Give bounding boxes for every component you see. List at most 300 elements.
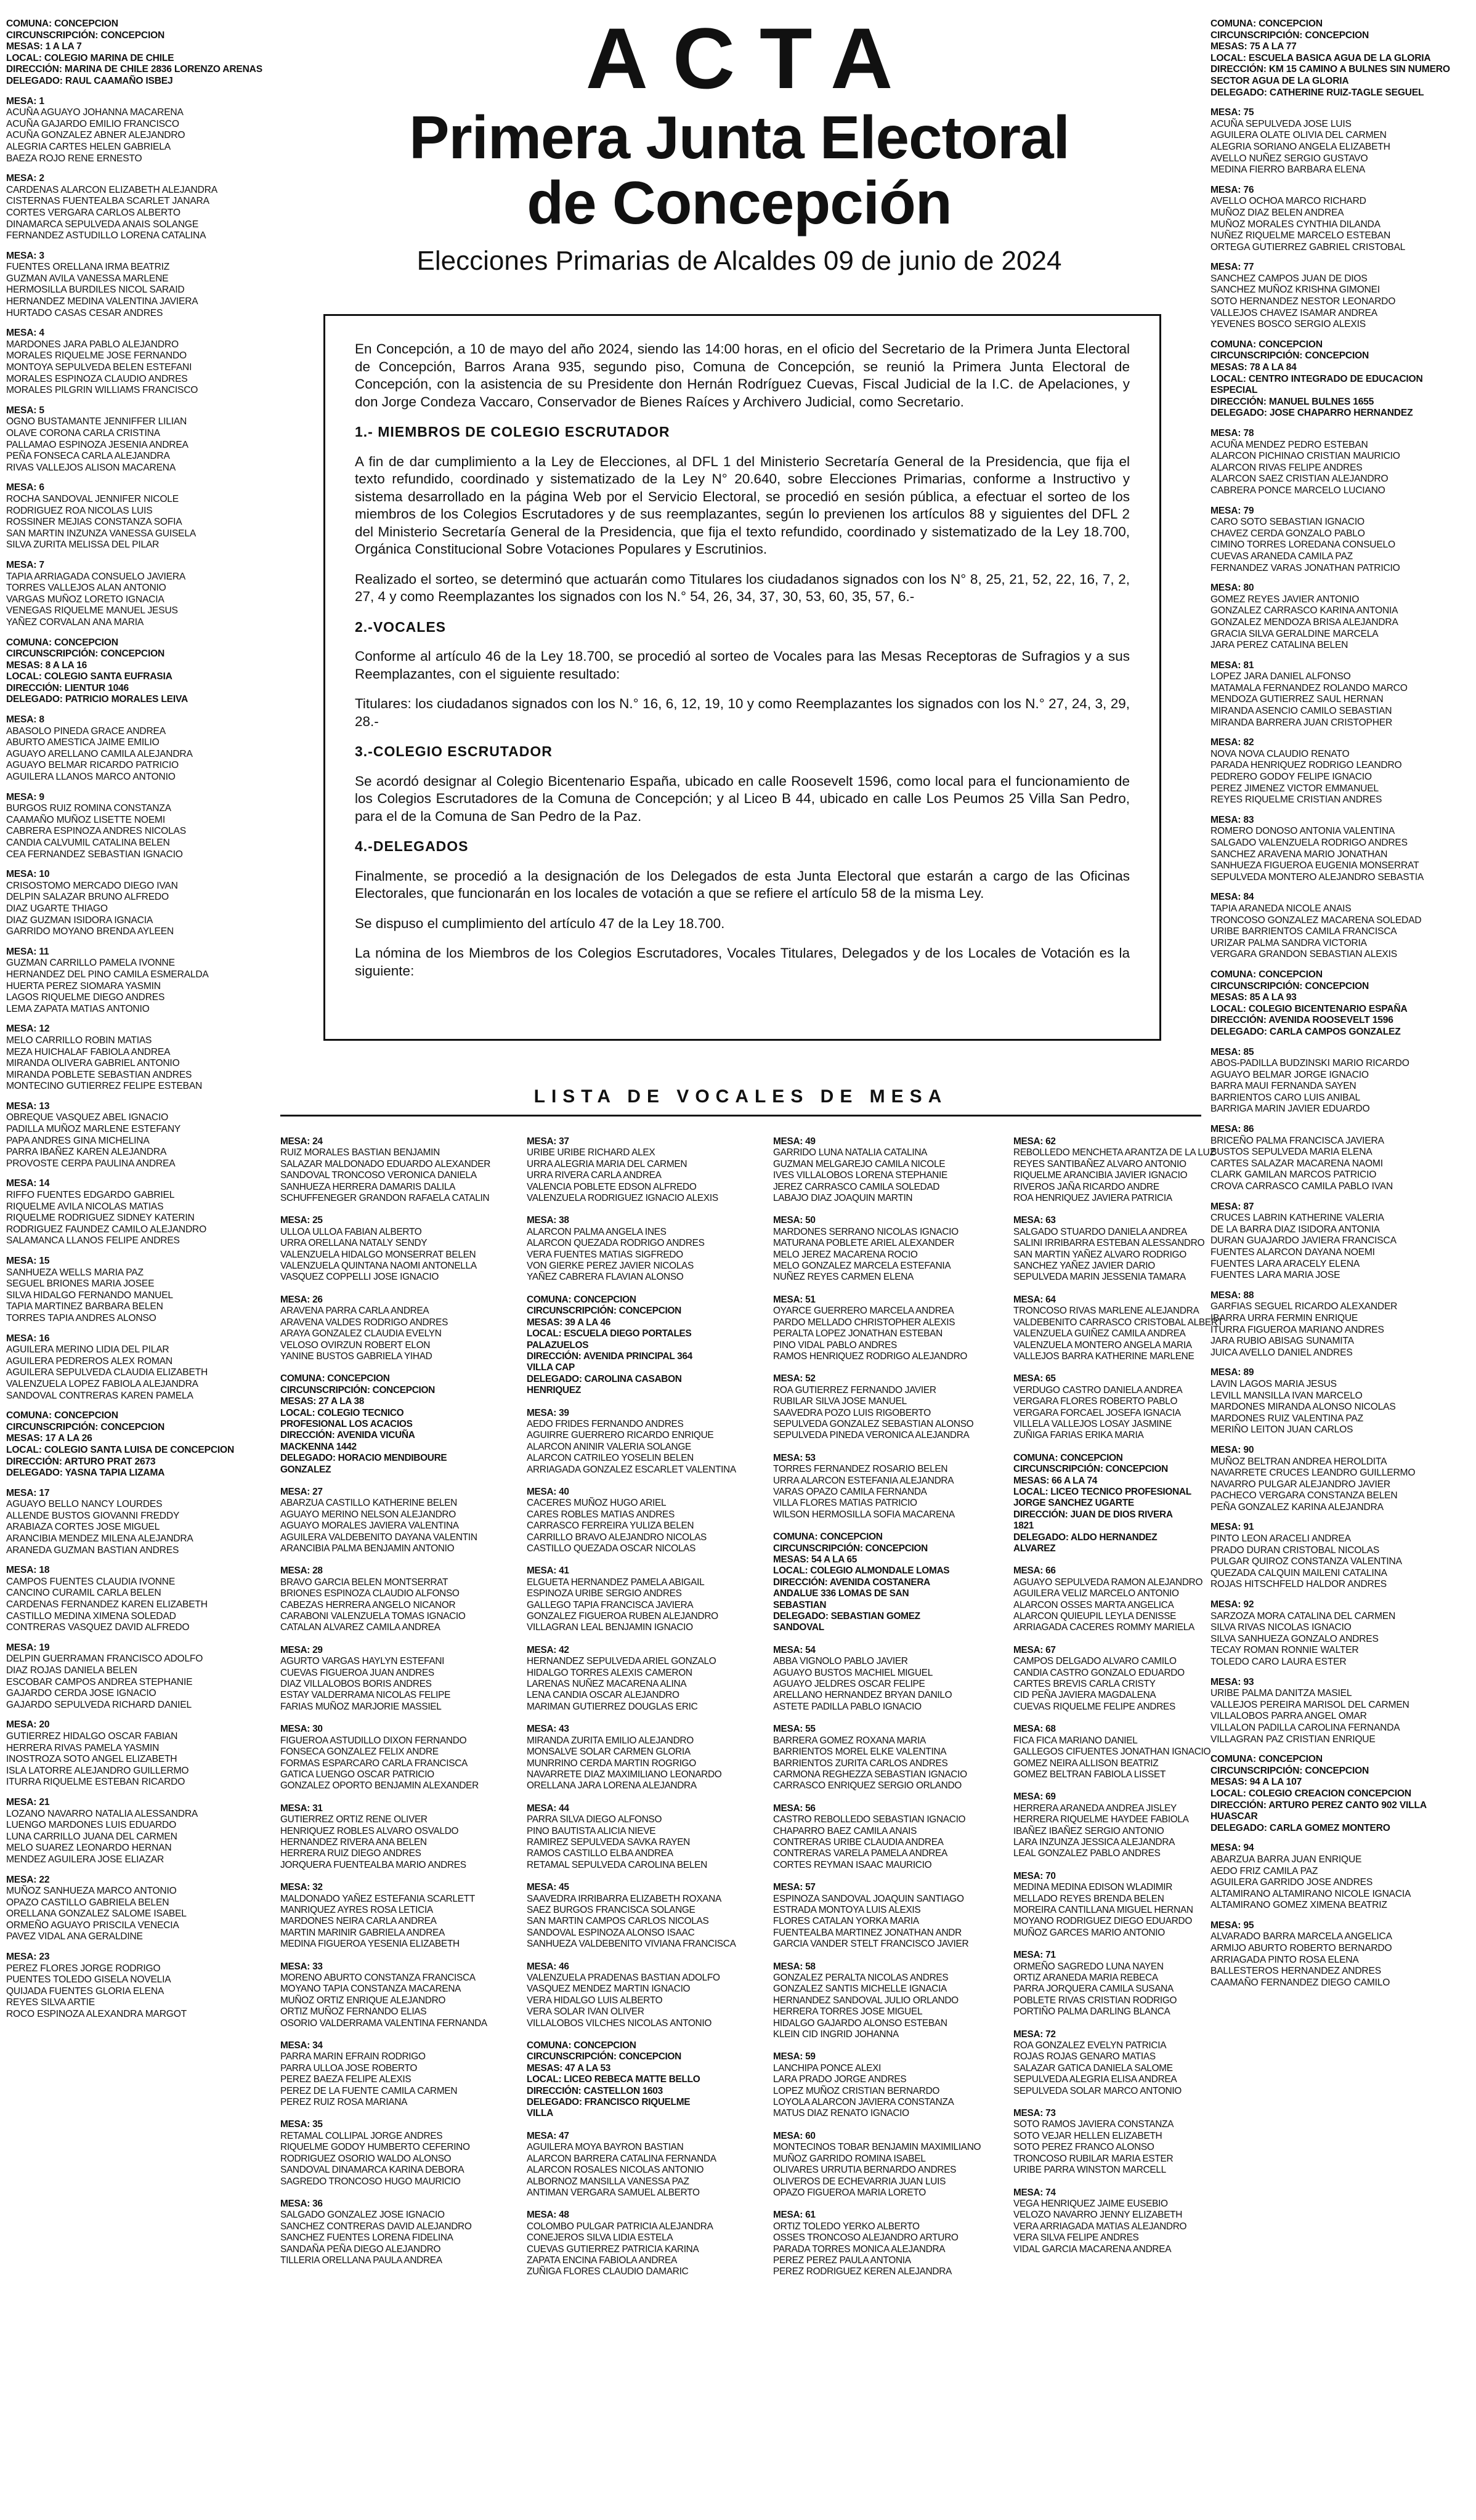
- vocales-column: [527, 1136, 736, 2510]
- vocal-name: GARRIDO MOYANO BRENDA AYLEEN: [6, 926, 174, 937]
- vocal-name: CIMINO TORRES LOREDANA CONSUELO: [1210, 539, 1395, 551]
- mesa-block: [1013, 1871, 1192, 1939]
- vocal-name: ESPINOZA SANDOVAL JOAQUIN SANTIAGO: [773, 1893, 964, 1904]
- local-line: DELEGADO: FRANCISCO RIQUELME VILLA: [527, 2097, 691, 2119]
- local-block: [1210, 339, 1469, 419]
- mesa-title: MESA: 88: [1210, 1290, 1254, 1301]
- vocal-name: MENDOZA GUTIERREZ SAUL HERNAN: [1210, 694, 1384, 705]
- vocal-name: PAVEZ VIDAL ANA GERALDINE: [6, 1931, 143, 1942]
- mesa-block: [280, 1724, 479, 1791]
- vocal-name: MOYANO RODRIGUEZ DIEGO EDUARDO: [1013, 1916, 1192, 1927]
- vocal-name: CUEVAS GUTIERREZ PATRICIA KARINA: [527, 2243, 699, 2255]
- mesa-title: MESA: 36: [280, 2198, 323, 2209]
- vocal-name: MATURANA POBLETE ARIEL ALEXANDER: [773, 1238, 955, 1249]
- vocal-name: SANCHEZ CAMPOS JUAN DE DIOS: [1210, 273, 1368, 284]
- mesa-block: [773, 1961, 959, 2041]
- vocal-name: BARRIENTOS MOREL ELKE VALENTINA: [773, 1747, 947, 1758]
- vocal-name: VERDUGO CASTRO DANIELA ANDREA: [1013, 1384, 1183, 1395]
- mesa-block: [6, 1488, 271, 1557]
- vocal-name: HERNANDEZ SANDOVAL JULIO ORLANDO: [773, 1995, 959, 2006]
- local-line: MESAS: 39 A LA 46: [527, 1317, 611, 1328]
- mesa-block: [280, 2040, 459, 2108]
- local-line: MESAS: 27 A LA 38: [280, 1396, 365, 1407]
- vocal-name: ALARCON RIVAS FELIPE ANDRES: [1210, 462, 1363, 473]
- mesa-title: MESA: 2: [6, 173, 44, 184]
- mesa-block: [6, 251, 271, 320]
- mesa-title: MESA: 26: [280, 1294, 323, 1305]
- vocal-name: SANHUEZA WELLS MARIA PAZ: [6, 1267, 144, 1278]
- local-line: LOCAL: LICEO REBECA MATTE BELLO: [527, 2074, 700, 2085]
- mesa-block: [527, 1803, 705, 1871]
- vocal-name: ABBA VIGNOLO PABLO JAVIER: [773, 1656, 908, 1667]
- vocales-column: [280, 1136, 491, 2510]
- vocal-name: NOVA NOVA CLAUDIO RENATO: [1210, 748, 1350, 759]
- mesa-block: [1013, 2187, 1192, 2255]
- vocal-name: MATAMALA FERNANDEZ ROLANDO MARCO: [1210, 682, 1408, 693]
- vocal-name: ALARCON ANINIR VALERIA SOLANGE: [527, 1441, 691, 1452]
- mesa-title: MESA: 11: [6, 946, 49, 957]
- local-line: DIRECCIÓN: ARTURO PEREZ CANTO 902 VILLA HUASCAR: [1210, 1799, 1427, 1822]
- vocal-name: PEREZ PEREZ PAULA ANTONIA: [773, 2255, 911, 2266]
- vocal-name: GUZMAN MELGAREJO CAMILA NICOLE: [773, 1158, 946, 1169]
- mesa-block: [280, 1803, 466, 1871]
- vocal-name: RIFFO FUENTES EDGARDO GABRIEL: [6, 1190, 175, 1201]
- vocal-name: CORTES REYMAN ISAAC MAURICIO: [773, 1859, 932, 1870]
- vocal-name: VARAS OPAZO CAMILA FERNANDA: [773, 1486, 927, 1497]
- vocal-name: SAAVEDRA IRRIBARRA ELIZABETH ROXANA: [527, 1893, 721, 1904]
- vocal-name: MEDINA MEDINA EDISON WLADIMIR: [1013, 1882, 1173, 1893]
- vocal-name: URRA RIVERA CARLA ANDREA: [527, 1170, 662, 1181]
- vocal-name: ACUÑA AGUAYO JOHANNA MACARENA: [6, 107, 184, 118]
- vocal-name: VALENZUELA PRADENAS BASTIAN ADOLFO: [527, 1973, 720, 1983]
- mesa-block: [1210, 262, 1469, 331]
- vocal-name: ALEGRIA CARTES HELEN GABRIELA: [6, 141, 171, 152]
- vocal-name: MOYANO TAPIA CONSTANZA MACARENA: [280, 1984, 461, 1995]
- vocal-name: SEPULVEDA GONZALEZ SEBASTIAN ALONSO: [773, 1418, 974, 1429]
- mesa-title: MESA: 72: [1013, 2029, 1056, 2040]
- mesa-title: MESA: 13: [6, 1100, 50, 1112]
- vocal-name: JARA PEREZ CATALINA BELEN: [1210, 640, 1348, 651]
- vocal-name: QUIJADA FUENTES GLORIA ELENA: [6, 1985, 164, 1997]
- vocal-name: WILSON HERMOSILLA SOFIA MACARENA: [773, 1509, 955, 1520]
- vocal-name: AGUAYO ARELLANO CAMILA ALEJANDRA: [6, 748, 193, 759]
- mesa-title: MESA: 62: [1013, 1136, 1056, 1147]
- vocal-name: ORELLANA JARA LORENA ALEJANDRA: [527, 1780, 697, 1791]
- vocal-name: VILLALOBOS VILCHES NICOLAS ANTONIO: [527, 2017, 712, 2029]
- vocal-name: ACUÑA SEPULVEDA JOSE LUIS: [1210, 118, 1352, 129]
- mesa-block: [773, 1373, 974, 1441]
- local-line: LOCAL: COLEGIO TECNICO PROFESIONAL LOS ACACIOS: [280, 1407, 413, 1429]
- vocal-name: JARA RUBIO ABISAG SUNAMITA: [1210, 1336, 1354, 1347]
- local-line: MESAS: 1 A LA 7: [6, 41, 82, 52]
- vocal-name: VERA FUENTES MATIAS SIGFREDO: [527, 1249, 683, 1260]
- vocales-column: [773, 1136, 981, 2510]
- mesa-block: [1013, 1950, 1192, 2017]
- vocal-name: URRA ALARCON ESTEFANIA ALEJANDRA: [773, 1475, 954, 1486]
- vocal-name: MELO GONZALEZ MARCELA ESTEFANIA: [773, 1261, 951, 1272]
- vocal-name: RIVAS VALLEJOS ALISON MACARENA: [6, 462, 176, 473]
- vocal-name: IBARRA URRA FERMIN ENRIQUE: [1210, 1312, 1358, 1323]
- vocal-name: MARDONES RUIZ VALENTINA PAZ: [1210, 1413, 1363, 1424]
- vocal-name: OGNO BUSTAMANTE JENNIFFER LILIAN: [6, 416, 187, 427]
- vocal-name: AGUAYO BELMAR RICARDO PATRICIO: [6, 760, 179, 771]
- mesa-block: [527, 1724, 722, 1791]
- vocal-name: YEVENES BOSCO SERGIO ALEXIS: [1210, 319, 1366, 330]
- mesa-block: [1210, 737, 1469, 806]
- vocal-name: MIRANDA POBLETE SEBASTIAN ANDRES: [6, 1069, 192, 1080]
- vocal-name: PEÑA GONZALEZ KARINA ALEJANDRA: [1210, 1501, 1384, 1512]
- vocal-name: RIQUELME GODOY HUMBERTO CEFERINO: [280, 2142, 470, 2153]
- vocal-name: OSSES TRONCOSO ALEJANDRO ARTURO: [773, 2232, 959, 2243]
- vocal-name: CARES ROBLES MATIAS ANDRES: [527, 1509, 675, 1520]
- vocal-name: VALENZUELA HIDALGO MONSERRAT BELEN: [280, 1249, 476, 1260]
- mesa-title: MESA: 15: [6, 1256, 50, 1266]
- vocal-name: ABARZUA BARRA JUAN ENRIQUE: [1210, 1854, 1362, 1865]
- local-line: DIRECCIÓN: AVENIDA COSTANERA ANDALUE 336 LOMAS DE SAN SEBASTIAN: [773, 1577, 930, 1610]
- mesa-block: [6, 1256, 271, 1325]
- vocal-name: CACERES MUÑOZ HUGO ARIEL: [527, 1498, 667, 1509]
- vocal-name: YANINE BUSTOS GABRIELA YIHAD: [280, 1351, 432, 1362]
- vocal-name: DIAZ ROJAS DANIELA BELEN: [6, 1665, 137, 1676]
- vocal-name: AGUILERA PEDREROS ALEX ROMAN: [6, 1355, 172, 1367]
- mesa-block: [773, 1294, 968, 1362]
- vocal-name: MIRANDA ASENCIO CAMILO SEBASTIAN: [1210, 706, 1392, 717]
- mesa-title: MESA: 35: [280, 2119, 323, 2130]
- vocal-name: SALAZAR MALDONADO EDUARDO ALEXANDER: [280, 1158, 491, 1169]
- mesa-block: [6, 482, 271, 551]
- mesa-title: MESA: 92: [1210, 1599, 1254, 1610]
- vocal-name: MARDONES MIRANDA ALONSO NICOLAS: [1210, 1402, 1396, 1413]
- vocal-name: MARIMAN GUTIERREZ DOUGLAS ERIC: [527, 1701, 698, 1712]
- vocal-name: ALBORNOZ MANSILLA VANESSA PAZ: [527, 2176, 689, 2187]
- vocal-name: ROCHA SANDOVAL JENNIFER NICOLE: [6, 493, 179, 504]
- local-line: LOCAL: COLEGIO SANTA LUISA DE CONCEPCION: [6, 1444, 235, 1455]
- vocal-name: GUTIERREZ HIDALGO OSCAR FABIAN: [6, 1730, 178, 1742]
- vocal-name: VASQUEZ MENDEZ MARTIN IGNACIO: [527, 1984, 691, 1995]
- vocal-name: ARAVENA PARRA CARLA ANDREA: [280, 1306, 429, 1317]
- vocal-name: LENA CANDIA OSCAR ALEJANDRO: [527, 1690, 679, 1701]
- mesa-title: MESA: 56: [773, 1803, 816, 1814]
- vocal-name: BARRA MAUI FERNANDA SAYEN: [1210, 1081, 1356, 1092]
- vocal-name: FUENTES LARA MARIA JOSE: [1210, 1270, 1340, 1281]
- vocal-name: GAJARDO CERDA JOSE IGNACIO: [6, 1688, 156, 1699]
- local-line: CIRCUNSCRIPCIÓN: CONCEPCION: [773, 1543, 928, 1554]
- vocal-name: BAEZA ROJO RENE ERNESTO: [6, 153, 142, 164]
- vocal-name: FUENTES ALARCON DAYANA NOEMI: [1210, 1247, 1375, 1258]
- local-line: CIRCUNSCRIPCIÓN: CONCEPCION: [280, 1384, 435, 1395]
- mesa-block: [6, 1101, 271, 1170]
- vocal-name: SEPULVEDA ALEGRIA ELISA ANDREA: [1013, 2074, 1177, 2085]
- vocal-name: HUERTA PEREZ SIOMARA YASMIN: [6, 980, 161, 991]
- vocal-name: VERA SILVA FELIPE ANDRES: [1013, 2232, 1139, 2243]
- mesa-block: [1013, 1373, 1192, 1441]
- local-line: DELEGADO: SEBASTIAN GOMEZ SANDOVAL: [773, 1611, 920, 1633]
- vocal-name: LEAL GONZALEZ PABLO ANDRES: [1013, 1848, 1161, 1859]
- vocal-name: MORALES PILGRIN WILLIAMS FRANCISCO: [6, 385, 198, 396]
- mesa-title: MESA: 89: [1210, 1367, 1254, 1378]
- local-line: CIRCUNSCRIPCIÓN: CONCEPCION: [1210, 980, 1369, 991]
- vocal-name: ACUÑA MENDEZ PEDRO ESTEBAN: [1210, 439, 1368, 450]
- vocal-name: HERRERA RIVAS PAMELA YASMIN: [6, 1742, 160, 1753]
- mesa-title: MESA: 80: [1210, 583, 1254, 594]
- mesa-block: [527, 1407, 736, 1476]
- mesa-title: MESA: 45: [527, 1882, 569, 1893]
- vocal-name: AGUAYO JELDRES OSCAR FELIPE: [773, 1679, 925, 1690]
- vocal-name: CRUCES LABRIN KATHERINE VALERIA: [1210, 1213, 1384, 1224]
- mesa-block: [6, 1333, 271, 1402]
- mesa-block: [280, 1486, 477, 1554]
- vocal-name: FERNANDEZ VARAS JONATHAN PATRICIO: [1210, 562, 1400, 573]
- vocal-name: AVELLO NUÑEZ SERGIO GUSTAVO: [1210, 153, 1368, 164]
- vocal-name: SAN MARTIN CAMPOS CARLOS NICOLAS: [527, 1916, 709, 1927]
- election-subtitle: Elecciones Primarias de Alcaldes 09 de junio de 2024: [416, 246, 1062, 276]
- vocal-name: SOTO PEREZ FRANCO ALONSO: [1013, 2142, 1154, 2153]
- vocal-name: VALENZUELA GUIÑEZ CAMILA ANDREA: [1013, 1328, 1186, 1339]
- vocal-name: CABRERA PONCE MARCELO LUCIANO: [1210, 485, 1385, 496]
- mesa-block: [6, 1797, 271, 1866]
- vocal-name: AGUAYO BUSTOS MACHIEL MIGUEL: [773, 1667, 933, 1678]
- vocal-name: SAN MARTIN INZUNZA VANESSA GUISELA: [6, 528, 197, 539]
- header: [283, 12, 1195, 278]
- vocal-name: KLEIN CID INGRID JOHANNA: [773, 2029, 899, 2040]
- local-line: COMUNA: CONCEPCION: [1210, 339, 1323, 350]
- vocal-name: SILVA ZURITA MELISSA DEL PILAR: [6, 539, 160, 551]
- vocal-name: RAMIREZ SEPULVEDA SAVKA RAYEN: [527, 1836, 690, 1848]
- vocal-name: CABRERA ESPINOZA ANDRES NICOLAS: [6, 826, 186, 837]
- vocal-name: PARDO MELLADO CHRISTOPHER ALEXIS: [773, 1317, 955, 1328]
- local-line: LOCAL: LICEO TECNICO PROFESIONAL JORGE SANCHEZ UGARTE: [1013, 1486, 1191, 1509]
- vocales-grid: [280, 1136, 1223, 2510]
- vocal-name: GUZMAN AVILA VANESSA MARLENE: [6, 273, 169, 284]
- vocal-name: RODRIGUEZ OSORIO WALDO ALONSO: [280, 2153, 452, 2164]
- mesa-block: [1210, 1290, 1469, 1359]
- vocal-name: LABAJO DIAZ JOAQUIN MARTIN: [773, 1193, 913, 1204]
- vocal-name: SEPULVEDA PINEDA VERONICA ALEJANDRA: [773, 1430, 970, 1441]
- local-block: [1210, 1754, 1469, 1834]
- mesa-block: [773, 1724, 967, 1791]
- mesa-title: MESA: 55: [773, 1724, 816, 1735]
- vocal-name: ALTAMIRANO ALTAMIRANO NICOLE IGNACIA: [1210, 1888, 1411, 1899]
- vocal-name: SALGADO VALENZUELA RODRIGO ANDRES: [1210, 838, 1408, 848]
- vocal-name: ELGUETA HERNANDEZ PAMELA ABIGAIL: [527, 1577, 705, 1588]
- mesa-title: MESA: 10: [6, 869, 50, 880]
- vocal-name: VALDEBENITO CARRASCO CRISTOBAL ALBERT: [1013, 1317, 1223, 1328]
- vocal-name: AGUIRRE GUERRERO RICARDO ENRIQUE: [527, 1430, 714, 1441]
- mesa-title: MESA: 41: [527, 1565, 569, 1577]
- vocal-name: BURGOS RUIZ ROMINA CONSTANZA: [6, 803, 171, 814]
- vocal-name: SALGADO STUARDO DANIELA ANDREA: [1013, 1226, 1187, 1237]
- mesa-block: [773, 2051, 952, 2119]
- mesa-block: [1210, 1920, 1469, 1989]
- vocal-name: LUNA CARRILLO JUANA DEL CARMEN: [6, 1831, 177, 1842]
- vocal-name: FICA FICA MARIANO DANIEL: [1013, 1735, 1138, 1746]
- local-line: DIRECCIÓN: MANUEL BULNES 1655: [1210, 396, 1374, 407]
- mesa-title: MESA: 40: [527, 1486, 569, 1497]
- mesa-title: MESA: 12: [6, 1024, 50, 1035]
- vocal-name: ORTIZ MUÑOZ FERNANDO ELIAS: [280, 2006, 427, 2017]
- vocal-name: ROJAS HITSCHFELD HALDOR ANDRES: [1210, 1579, 1387, 1590]
- vocal-name: FUENTES LARA ARACELY ELENA: [1210, 1258, 1360, 1269]
- vocal-name: RODRIGUEZ FAUNDEZ CAMILO ALEJANDRO: [6, 1224, 207, 1235]
- vocal-name: FUENTES ORELLANA IRMA BEATRIZ: [6, 262, 170, 273]
- mesa-block: [1210, 1445, 1469, 1514]
- vocal-name: GARFIAS SEGUEL RICARDO ALEXANDER: [1210, 1301, 1398, 1312]
- vocal-name: NAVARRO PULGAR ALEJANDRO JAVIER: [1210, 1479, 1390, 1490]
- vocal-name: GONZALEZ FIGUEROA RUBEN ALEJANDRO: [527, 1611, 718, 1622]
- mesa-title: MESA: 67: [1013, 1644, 1056, 1655]
- vocal-name: AEDO FRIZ CAMILA PAZ: [1210, 1865, 1318, 1876]
- vocal-name: REYES SILVA ARTIE: [6, 1997, 95, 2008]
- vocal-name: IBAÑEZ IBAÑEZ SERGIO ANTONIO: [1013, 1825, 1164, 1836]
- vocal-name: SANDOVAL DINAMARCA KARINA DEBORA: [280, 2165, 464, 2176]
- local-line: DIRECCIÓN: AVENIDA VICUÑA MACKENNA 1442: [280, 1430, 415, 1452]
- vocal-name: NAVARRETE DIAZ MAXIMILIANO LEONARDO: [527, 1769, 722, 1780]
- vocal-name: MUÑOZ BELTRAN ANDREA HEROLDITA: [1210, 1456, 1387, 1467]
- vocal-name: ISLA LATORRE ALEJANDRO GUILLERMO: [6, 1765, 189, 1776]
- vocal-name: MANRIQUEZ AYRES ROSA LETICIA: [280, 1904, 433, 1915]
- vocal-name: BARRIENTOS CARO LUIS ANIBAL: [1210, 1092, 1361, 1103]
- mesa-block: [527, 1215, 705, 1283]
- vocal-name: PEREZ DE LA FUENTE CAMILA CARMEN: [280, 2085, 458, 2096]
- vocal-name: BUSTOS SEPULVEDA MARIA ELENA: [1210, 1147, 1373, 1158]
- vocal-name: CARTES SALAZAR MACARENA NAOMI: [1210, 1158, 1383, 1169]
- vocal-name: HERNANDEZ RIVERA ANA BELEN: [280, 1836, 427, 1848]
- vocal-name: VILLAGRAN LEAL BENJAMIN IGNACIO: [527, 1622, 693, 1633]
- vocal-name: ORTIZ ARANEDA MARIA REBECA: [1013, 1973, 1158, 1983]
- mesa-block: [1210, 1522, 1469, 1591]
- vocal-name: DIAZ VILLALOBOS BORIS ANDRES: [280, 1679, 432, 1690]
- mesa-title: MESA: 66: [1013, 1565, 1056, 1577]
- vocal-name: CATALAN ALVAREZ CAMILA ANDREA: [280, 1622, 440, 1633]
- mesa-title: MESA: 54: [773, 1644, 816, 1655]
- mesa-title: MESA: 28: [280, 1565, 323, 1577]
- mesa-title: MESA: 84: [1210, 892, 1254, 903]
- vocal-name: SANDOVAL CONTRERAS KAREN PAMELA: [6, 1390, 193, 1401]
- vocal-name: GALLEGOS CIFUENTES JONATHAN IGNACIO: [1013, 1747, 1211, 1758]
- vocal-name: VELOSO OVIRZUN ROBERT ELON: [280, 1339, 431, 1351]
- vocal-name: VELOZO NAVARRO JENNY ELIZABETH: [1013, 2210, 1183, 2221]
- local-line: MESAS: 66 A LA 74: [1013, 1475, 1098, 1486]
- vocal-name: HERNANDEZ DEL PINO CAMILA ESMERALDA: [6, 969, 209, 980]
- vocal-name: TRONCOSO RIVAS MARLENE ALEJANDRA: [1013, 1306, 1199, 1317]
- vocal-name: MONTECINO GUTIERREZ FELIPE ESTEBAN: [6, 1081, 203, 1092]
- vocal-name: MARDONES NEIRA CARLA ANDREA: [280, 1916, 437, 1927]
- vocal-name: TRONCOSO GONZALEZ MACARENA SOLEDAD: [1210, 915, 1422, 926]
- mesa-block: [773, 2130, 981, 2199]
- vocal-name: ALARCON CATRILEO YOSELIN BELEN: [527, 1453, 694, 1464]
- vocal-name: DIAZ GUZMAN ISIDORA IGNACIA: [6, 915, 153, 926]
- vocal-name: VEGA HENRIQUEZ JAIME EUSEBIO: [1013, 2198, 1168, 2209]
- vocal-name: ALARCON SAEZ CRISTIAN ALEJANDRO: [1210, 474, 1389, 485]
- vocal-name: BRICEÑO PALMA FRANCISCA JAVIERA: [1210, 1135, 1384, 1146]
- vocal-name: CAAMAÑO FERNANDEZ DIEGO CAMILO: [1210, 1977, 1390, 1988]
- vocal-name: VALENZUELA RODRIGUEZ IGNACIO ALEXIS: [527, 1193, 718, 1204]
- mesa-block: [527, 1961, 720, 2029]
- vocal-name: ARAVENA VALDES RODRIGO ANDRES: [280, 1317, 448, 1328]
- vocal-name: ESTRADA MONTOYA LUIS ALEXIS: [773, 1904, 921, 1915]
- mesa-block: [6, 1642, 271, 1711]
- local-line: CIRCUNSCRIPCIÓN: CONCEPCION: [6, 648, 165, 660]
- vocal-name: CARABONI VALENZUELA TOMAS IGNACIO: [280, 1611, 466, 1622]
- vocal-name: ULLOA ULLOA FABIAN ALBERTO: [280, 1226, 422, 1237]
- vocal-name: MONTECINOS TOBAR BENJAMIN MAXIMILIANO: [773, 2142, 981, 2153]
- local-line: MESAS: 75 A LA 77: [1210, 41, 1297, 52]
- vocal-name: MUÑOZ GARCES MARIO ANTONIO: [1013, 1927, 1165, 1938]
- vocal-name: HURTADO CASAS CESAR ANDRES: [6, 307, 163, 318]
- vocal-name: ESCOBAR CAMPOS ANDREA STEPHANIE: [6, 1676, 193, 1687]
- vocal-name: ROCO ESPINOZA ALEXANDRA MARGOT: [6, 2009, 187, 2020]
- vocal-name: PINO VIDAL PABLO ANDRES: [773, 1339, 897, 1351]
- vocal-name: TORRES VALLEJOS ALAN ANTONIO: [6, 583, 166, 594]
- lista-vocales-title: LISTA DE VOCALES DE MESA: [533, 1086, 948, 1107]
- mesa-block: [6, 792, 271, 861]
- mesa-title: MESA: 78: [1210, 428, 1254, 438]
- vocal-name: VERGARA FLORES ROBERTO PABLO: [1013, 1396, 1178, 1407]
- vocal-name: NUÑEZ REYES CARMEN ELENA: [773, 1272, 914, 1283]
- vocal-name: CARDENAS FERNANDEZ KAREN ELIZABETH: [6, 1599, 208, 1610]
- local-line: CIRCUNSCRIPCIÓN: CONCEPCION: [1210, 30, 1369, 41]
- vocal-name: SANHUEZA VALDEBENITO VIVIANA FRANCISCA: [527, 1939, 736, 1950]
- colegio-paragraph: Se acordó designar al Colegio Bicentenario España, ubicado en calle Roosevelt 1596, como local para el funcionamiento de los Colegios Escrutadores de la Comuna de Concepción; y al Liceo B 44, ubicado en calle Los Peumos 25 Villa San Pedro, para el de la Comuna de San Pedro de la Paz.: [355, 773, 1130, 824]
- vocal-name: DELPIN GUERRAMAN FRANCISCO ADOLFO: [6, 1654, 203, 1665]
- vocal-name: ARRIAGADA PINTO ROSA ELENA: [1210, 1954, 1359, 1965]
- vocal-name: OYARCE GUERRERO MARCELA ANDREA: [773, 1306, 954, 1317]
- mesa-block: [280, 1565, 466, 1633]
- mesa-title: MESA: 18: [6, 1565, 50, 1576]
- vocal-name: TOLEDO CARO LAURA ESTER: [1210, 1657, 1347, 1667]
- vocal-name: OPAZO CASTILLO GABRIELA BELEN: [6, 1897, 169, 1908]
- vocal-name: RETAMAL COLLIPAL JORGE ANDRES: [280, 2130, 443, 2141]
- vocal-name: LOPEZ JARA DANIEL ALFONSO: [1210, 671, 1351, 682]
- mesa-title: MESA: 83: [1210, 814, 1254, 825]
- vocal-name: SANHUEZA HERRERA DAMARIS DALILA: [280, 1181, 456, 1192]
- mesa-title: MESA: 17: [6, 1487, 50, 1498]
- vocal-name: CARRILLO BRAVO ALEJANDRO NICOLAS: [527, 1532, 707, 1543]
- mesa-title: MESA: 9: [6, 791, 44, 802]
- vocal-name: RIQUELME ARANCIBIA JAVIER IGNACIO: [1013, 1170, 1188, 1181]
- mesa-title: MESA: 59: [773, 2051, 816, 2062]
- local-line: MESAS: 17 A LA 26: [6, 1433, 92, 1444]
- vocal-name: PARADA HENRIQUEZ RODRIGO LEANDRO: [1210, 760, 1402, 771]
- vocal-name: BRAVO GARCIA BELEN MONTSERRAT: [280, 1577, 448, 1588]
- vocal-name: PEREZ RODRIGUEZ KEREN ALEJANDRA: [773, 2266, 952, 2277]
- mesa-title: MESA: 57: [773, 1882, 816, 1893]
- vocal-name: RIVEROS JAÑA RICARDO ANDRE: [1013, 1181, 1159, 1192]
- vocal-name: CROVA CARRASCO CAMILA PABLO IVAN: [1210, 1181, 1393, 1192]
- vocal-name: PADILLA MUÑOZ MARLENE ESTEFANY: [6, 1124, 181, 1135]
- vocal-name: BRIONES ESPINOZA CLAUDIO ALFONSO: [280, 1588, 460, 1599]
- vocal-name: PARRA JORQUERA CAMILA SUSANA: [1013, 1984, 1174, 1995]
- mesa-title: MESA: 19: [6, 1642, 50, 1653]
- vocal-name: MELO SUAREZ LEONARDO HERNAN: [6, 1843, 172, 1854]
- vocal-name: ZUÑIGA FARIAS ERIKA MARIA: [1013, 1430, 1144, 1441]
- junta-title-line2: de Concepción: [527, 169, 952, 236]
- local-line: CIRCUNSCRIPCIÓN: CONCEPCION: [1210, 350, 1369, 361]
- local-line: DELEGADO: CARLA GOMEZ MONTERO: [1210, 1822, 1390, 1833]
- vocal-name: SANCHEZ FUENTES LORENA FIDELINA: [280, 2232, 453, 2243]
- mesa-title: MESA: 65: [1013, 1373, 1056, 1384]
- vocal-name: ARAYA GONZALEZ CLAUDIA EVELYN: [280, 1328, 442, 1339]
- mesa-block: [1210, 1843, 1469, 1912]
- local-line: DIRECCIÓN: JUAN DE DIOS RIVERA 1821: [1013, 1509, 1173, 1532]
- local-line: COMUNA: CONCEPCION: [527, 2040, 636, 2051]
- mesa-title: MESA: 20: [6, 1719, 50, 1730]
- mesa-block: [527, 1644, 716, 1713]
- vocal-name: ABURTO AMESTICA JAIME EMILIO: [6, 737, 160, 748]
- vocal-name: PROVOSTE CERPA PAULINA ANDREA: [6, 1158, 176, 1169]
- vocal-name: AGUAYO BELMAR JORGE IGNACIO: [1210, 1069, 1369, 1080]
- vocal-name: ROSSINER MEJIAS CONSTANZA SOFIA: [6, 517, 182, 528]
